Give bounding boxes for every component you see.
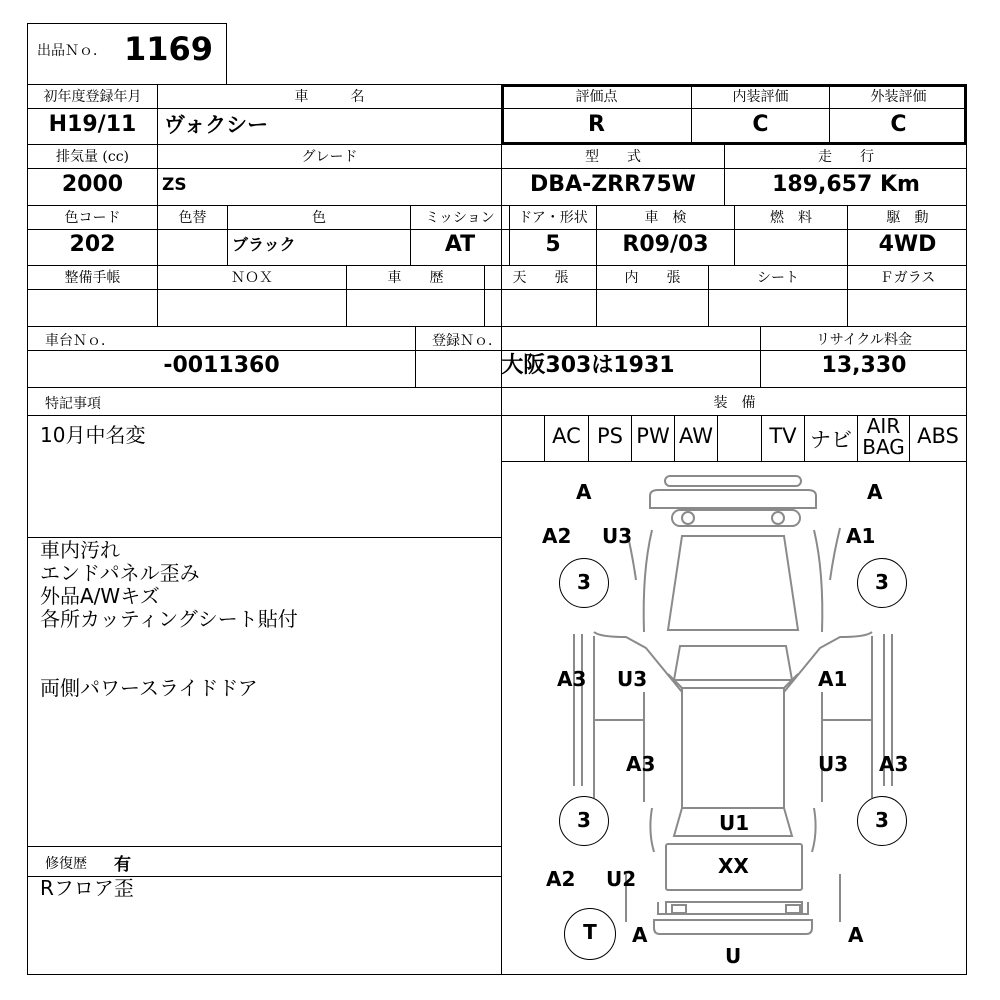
exterior-label: 外装評価 [870,89,927,105]
car-diagram [502,462,966,974]
registration-number: 大阪303は1931 [501,353,675,378]
model-code: DBA-ZRR75W [530,172,696,197]
damage-mark: A [848,923,864,947]
spare-tire: T [564,908,616,960]
damage-mark: A [576,480,592,504]
remark-line: 外品A/Wキズ [40,584,160,608]
damage-mark: A [632,923,648,947]
equipment-airbag-bottom: BAG [862,435,905,459]
nox-label: ＮＯＸ [231,270,273,286]
repair-note: Rフロア歪 [40,876,134,900]
transmission: AT [444,232,476,257]
equipment-abs: ABS [917,424,959,448]
damage-mark: U3 [602,524,633,548]
damage-mark: U1 [719,811,750,835]
repaint-label: 色替 [178,210,207,226]
repair-history-value: 有 [114,855,131,875]
front-left-wheel: 3 [559,558,609,608]
damage-mark: U3 [818,752,849,776]
chassis-label: 車台Ｎｏ． [45,333,115,349]
first-reg: H19/11 [48,112,137,137]
interior-trim-label: 内 張 [624,270,681,286]
displacement: 2000 [61,172,124,197]
fuel-label: 燃 料 [770,210,812,226]
damage-mark: XX [718,854,749,878]
service-book-label: 整備手帳 [64,270,121,286]
interior-label: 内装評価 [732,89,789,105]
rear-left-wheel: 3 [559,796,609,846]
damage-mark: A3 [879,752,909,776]
seat-label: シート [757,270,799,286]
first-reg-label: 初年度登録年月 [43,89,142,105]
equipment-navi: ナビ [810,428,852,452]
car-name: ヴォクシー [164,113,269,137]
color-code-label: 色コード [64,210,121,226]
damage-mark: A [867,480,883,504]
mileage-label: 走 行 [818,149,874,165]
history-label: 車 歴 [387,270,444,286]
lot-number: 1169 [124,30,214,68]
lot-number-label: 出品Ｎｏ． [37,43,107,59]
damage-mark: U [725,944,742,968]
sunroof-label: 天 張 [512,270,569,286]
repair-history-label: 修復歴 [45,856,87,872]
score-label: 評価点 [575,89,618,105]
remark-line: 両側パワースライドドア [40,676,258,700]
drive: 4WD [878,232,937,257]
transmission-label: ミッション [425,210,495,226]
equipment-pw: PW [636,424,670,448]
doors-label: ドア・形状 [518,210,588,226]
equipment-ac: AC [552,424,581,448]
grade-label: グレード [301,149,358,165]
equipment-aw: AW [679,424,713,448]
color-code: 202 [69,232,116,257]
model-label: 型 式 [585,149,641,165]
chassis-number: -0011360 [163,353,280,378]
interior-grade: C [752,112,769,137]
damage-mark: A1 [818,667,848,691]
remark-line: 10月中名変 [40,423,146,447]
score: R [588,112,605,137]
damage-mark: U2 [606,867,637,891]
damage-mark: A1 [846,524,876,548]
damage-mark: U3 [617,667,648,691]
inspection-label: 車 検 [644,210,687,226]
recycle-fee-label: リサイクル料金 [815,332,913,348]
damage-mark: A3 [557,667,587,691]
glass-label: Ｆガラス [879,270,936,286]
mileage: 189,657 Km [772,172,920,197]
color: ブラック [232,235,296,254]
remark-line: 車内汚れ [40,538,120,562]
drive-label: 駆 動 [886,210,929,226]
recycle-fee: 13,330 [821,353,907,378]
damage-mark: A2 [542,524,572,548]
damage-mark: A3 [626,752,656,776]
equipment-airbag-top: AIR [866,414,901,438]
remark-line: エンドパネル歪み [40,561,200,585]
remark-line: 各所カッティングシート貼付 [40,607,298,631]
exterior-grade: C [890,112,907,137]
inspection: R09/03 [622,232,709,257]
registration-label: 登録Ｎｏ． [432,333,502,349]
front-right-wheel: 3 [857,558,907,608]
rear-right-wheel: 3 [857,796,907,846]
damage-mark: A2 [546,867,576,891]
equipment-ps: PS [597,424,623,448]
equipment-tv: TV [769,424,797,448]
equipment-label: 装 備 [713,395,756,411]
doors: 5 [545,232,561,257]
grade: ZS [162,175,187,195]
remarks-label: 特記事項 [45,396,101,412]
displacement-label: 排気量 (cc) [55,149,130,165]
color-label: 色 [312,210,326,226]
car-name-label: 車 名 [294,89,365,105]
